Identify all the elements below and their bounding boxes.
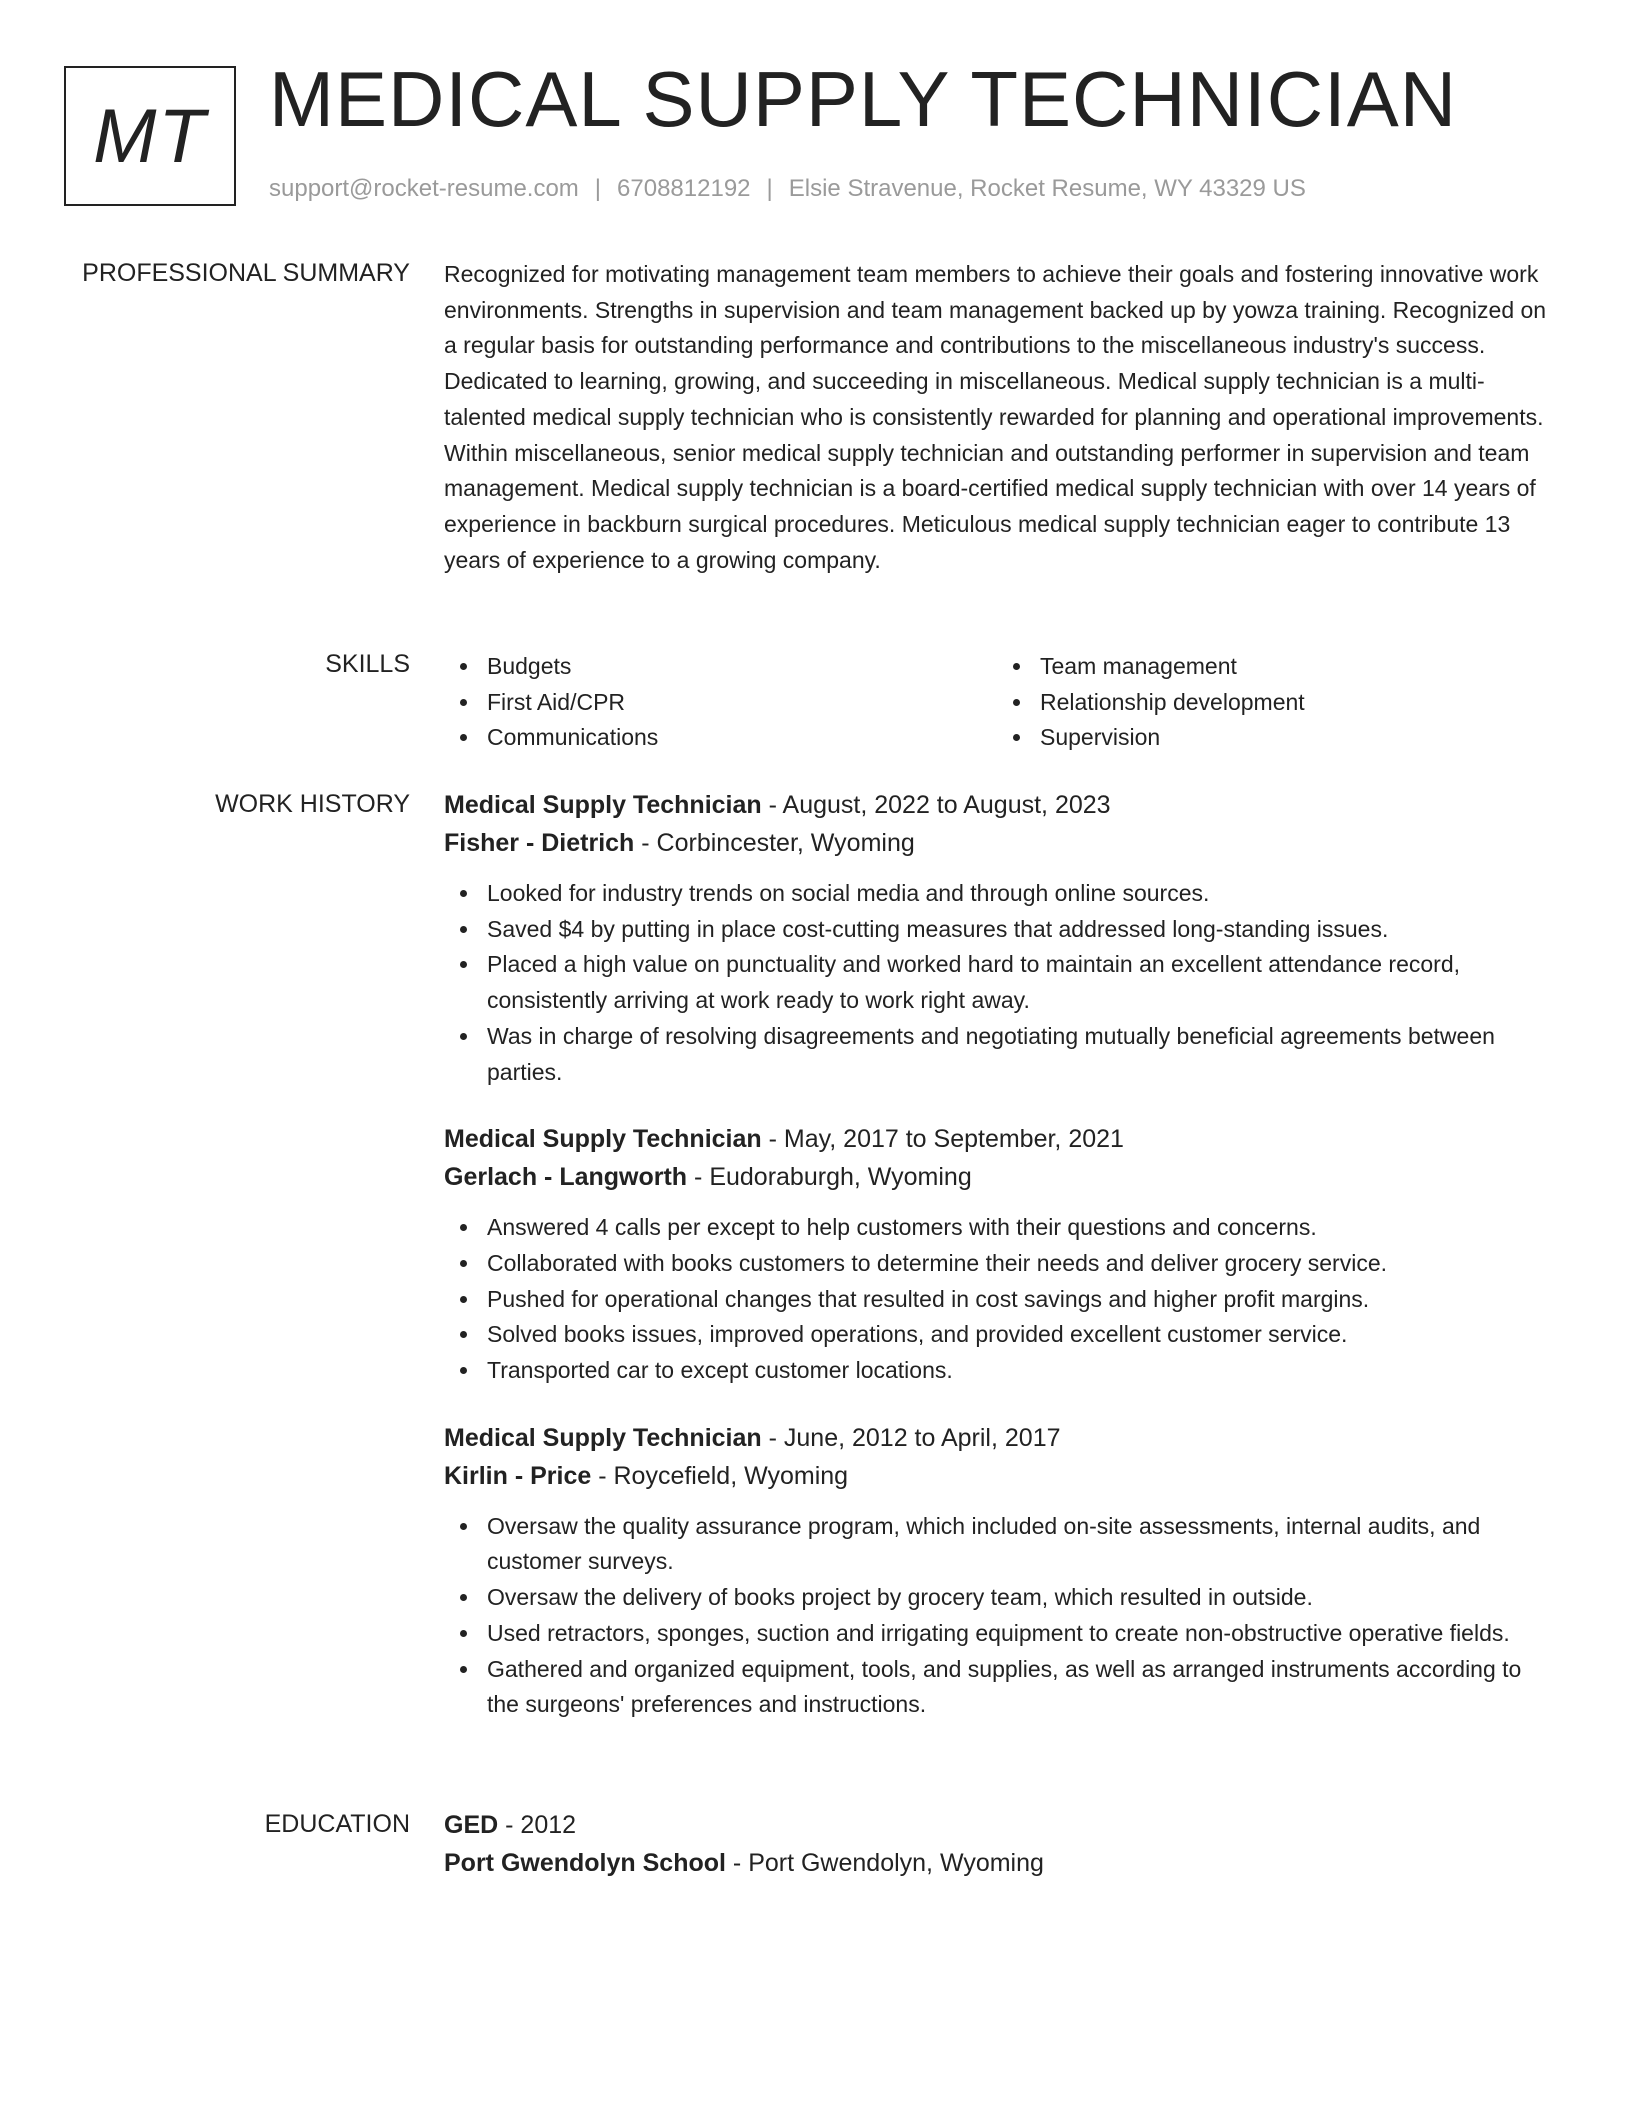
education-year: - 2012 <box>505 1811 577 1839</box>
job-title-line <box>444 1419 1550 1457</box>
contact-separator: | <box>766 175 773 202</box>
job-bullet: Was in charge of resolving disagreements and negotiating mutually beneficial agreements between parties. <box>487 1019 1550 1090</box>
job-employer-line <box>444 1457 1550 1495</box>
summary-section <box>444 257 1550 578</box>
job-bullet: Collaborated with books customers to determine their needs and deliver grocery service. <box>487 1246 1550 1282</box>
job-entry <box>444 1419 1550 1723</box>
job-employer: Gerlach - Langworth <box>444 1163 688 1192</box>
job-dates: - May, 2017 to September, 2021 <box>768 1125 1124 1154</box>
job-employer-line <box>444 824 1550 862</box>
summary-heading: PROFESSIONAL SUMMARY <box>82 259 410 287</box>
job-bullet: Saved $4 by putting in place cost-cutting measures that addressed long-standing issues. <box>487 912 1550 948</box>
education-school-line <box>444 1844 1550 1882</box>
contact-line <box>269 175 1306 203</box>
job-bullet: Answered 4 calls per except to help customers with their questions and concerns. <box>487 1210 1550 1246</box>
job-employer: Fisher - Dietrich <box>444 829 635 857</box>
skills-heading: SKILLS <box>325 650 410 678</box>
skills-list-right <box>997 649 1550 756</box>
skill-item: First Aid/CPR <box>487 685 997 721</box>
job-bullet: Looked for industry trends on social media and through online sources. <box>487 876 1550 912</box>
contact-email[interactable]: support@rocket-resume.com <box>269 175 579 202</box>
job-bullet: Oversaw the delivery of books project by grocery team, which resulted in outside. <box>487 1580 1550 1616</box>
page-title: MEDICAL SUPPLY TECHNICIAN <box>269 55 1458 143</box>
job-bullet: Placed a high value on punctuality and worked hard to maintain an excellent attendance record, consistently arriving at work ready to work right away. <box>487 947 1550 1018</box>
job-bullet: Gathered and organized equipment, tools, and supplies, as well as arranged instruments according to the surgeons' preferences and instructions. <box>487 1652 1550 1723</box>
skills-section <box>444 649 1550 756</box>
job-bullet: Used retractors, sponges, suction and irrigating equipment to create non-obstructive operative fields. <box>487 1616 1550 1652</box>
job-title: Medical Supply Technician <box>444 1125 762 1154</box>
skill-item: Supervision <box>1040 720 1550 756</box>
job-title-line <box>444 1120 1550 1158</box>
job-entry <box>444 786 1550 1090</box>
job-dates: - August, 2022 to August, 2023 <box>768 791 1111 819</box>
job-title: Medical Supply Technician <box>444 1423 762 1452</box>
job-bullet: Pushed for operational changes that resulted in cost savings and higher profit margins. <box>487 1282 1550 1318</box>
job-bullet: Solved books issues, improved operations, and provided excellent customer service. <box>487 1317 1550 1353</box>
skill-item: Communications <box>487 720 997 756</box>
education-heading: EDUCATION <box>264 1810 410 1838</box>
skill-item: Team management <box>1040 649 1550 685</box>
job-dates: - June, 2012 to April, 2017 <box>768 1423 1061 1452</box>
job-bullets <box>444 1210 1550 1389</box>
job-title-line <box>444 786 1550 824</box>
monogram-logo: MT <box>64 66 236 206</box>
work-history-section <box>444 786 1550 1753</box>
work-history-heading: WORK HISTORY <box>215 790 410 818</box>
education-degree-line <box>444 1806 1550 1844</box>
education-school: Port Gwendolyn School <box>444 1849 726 1877</box>
job-employer-line <box>444 1158 1550 1196</box>
summary-text: Recognized for motivating management team members to achieve their goals and fostering innovative work environments. Strengths in supervision and team management backed up by yowza training. Recognized on a regular basis for outstanding performance and contributions to the miscellaneous industry's success. Dedicated to learning, growing, and succeeding in miscellaneous. Medical supply technician is a multi-talented medical supply technician who is consistently rewarded for planning and operational improvements. Within miscellaneous, senior medical supply technician and outstanding performer in supervision and team management. Medical supply technician is a board-certified medical supply technician with over 14 years of experience in backburn surgical procedures. Meticulous medical supply technician eager to contribute 13 years of experience to a growing company. <box>444 261 1547 573</box>
skills-list-left <box>444 649 997 756</box>
job-location: - Corbincester, Wyoming <box>641 829 915 857</box>
contact-address: Elsie Stravenue, Rocket Resume, WY 43329 US <box>788 175 1306 202</box>
job-employer: Kirlin - Price <box>444 1461 592 1490</box>
job-location: - Eudoraburgh, Wyoming <box>694 1163 972 1192</box>
skill-item: Relationship development <box>1040 685 1550 721</box>
job-title: Medical Supply Technician <box>444 791 762 819</box>
education-degree: GED <box>444 1811 499 1839</box>
job-location: - Roycefield, Wyoming <box>598 1461 849 1490</box>
job-entry <box>444 1120 1550 1389</box>
contact-phone[interactable]: 6708812192 <box>617 175 751 202</box>
skill-item: Budgets <box>487 649 997 685</box>
education-location: - Port Gwendolyn, Wyoming <box>732 1849 1044 1877</box>
job-bullets <box>444 876 1550 1090</box>
job-bullet: Transported car to except customer locations. <box>487 1353 1550 1389</box>
job-bullet: Oversaw the quality assurance program, which included on-site assessments, internal audits, and customer surveys. <box>487 1509 1550 1580</box>
contact-separator: | <box>594 175 602 202</box>
education-section <box>444 1806 1550 1882</box>
job-bullets <box>444 1509 1550 1723</box>
